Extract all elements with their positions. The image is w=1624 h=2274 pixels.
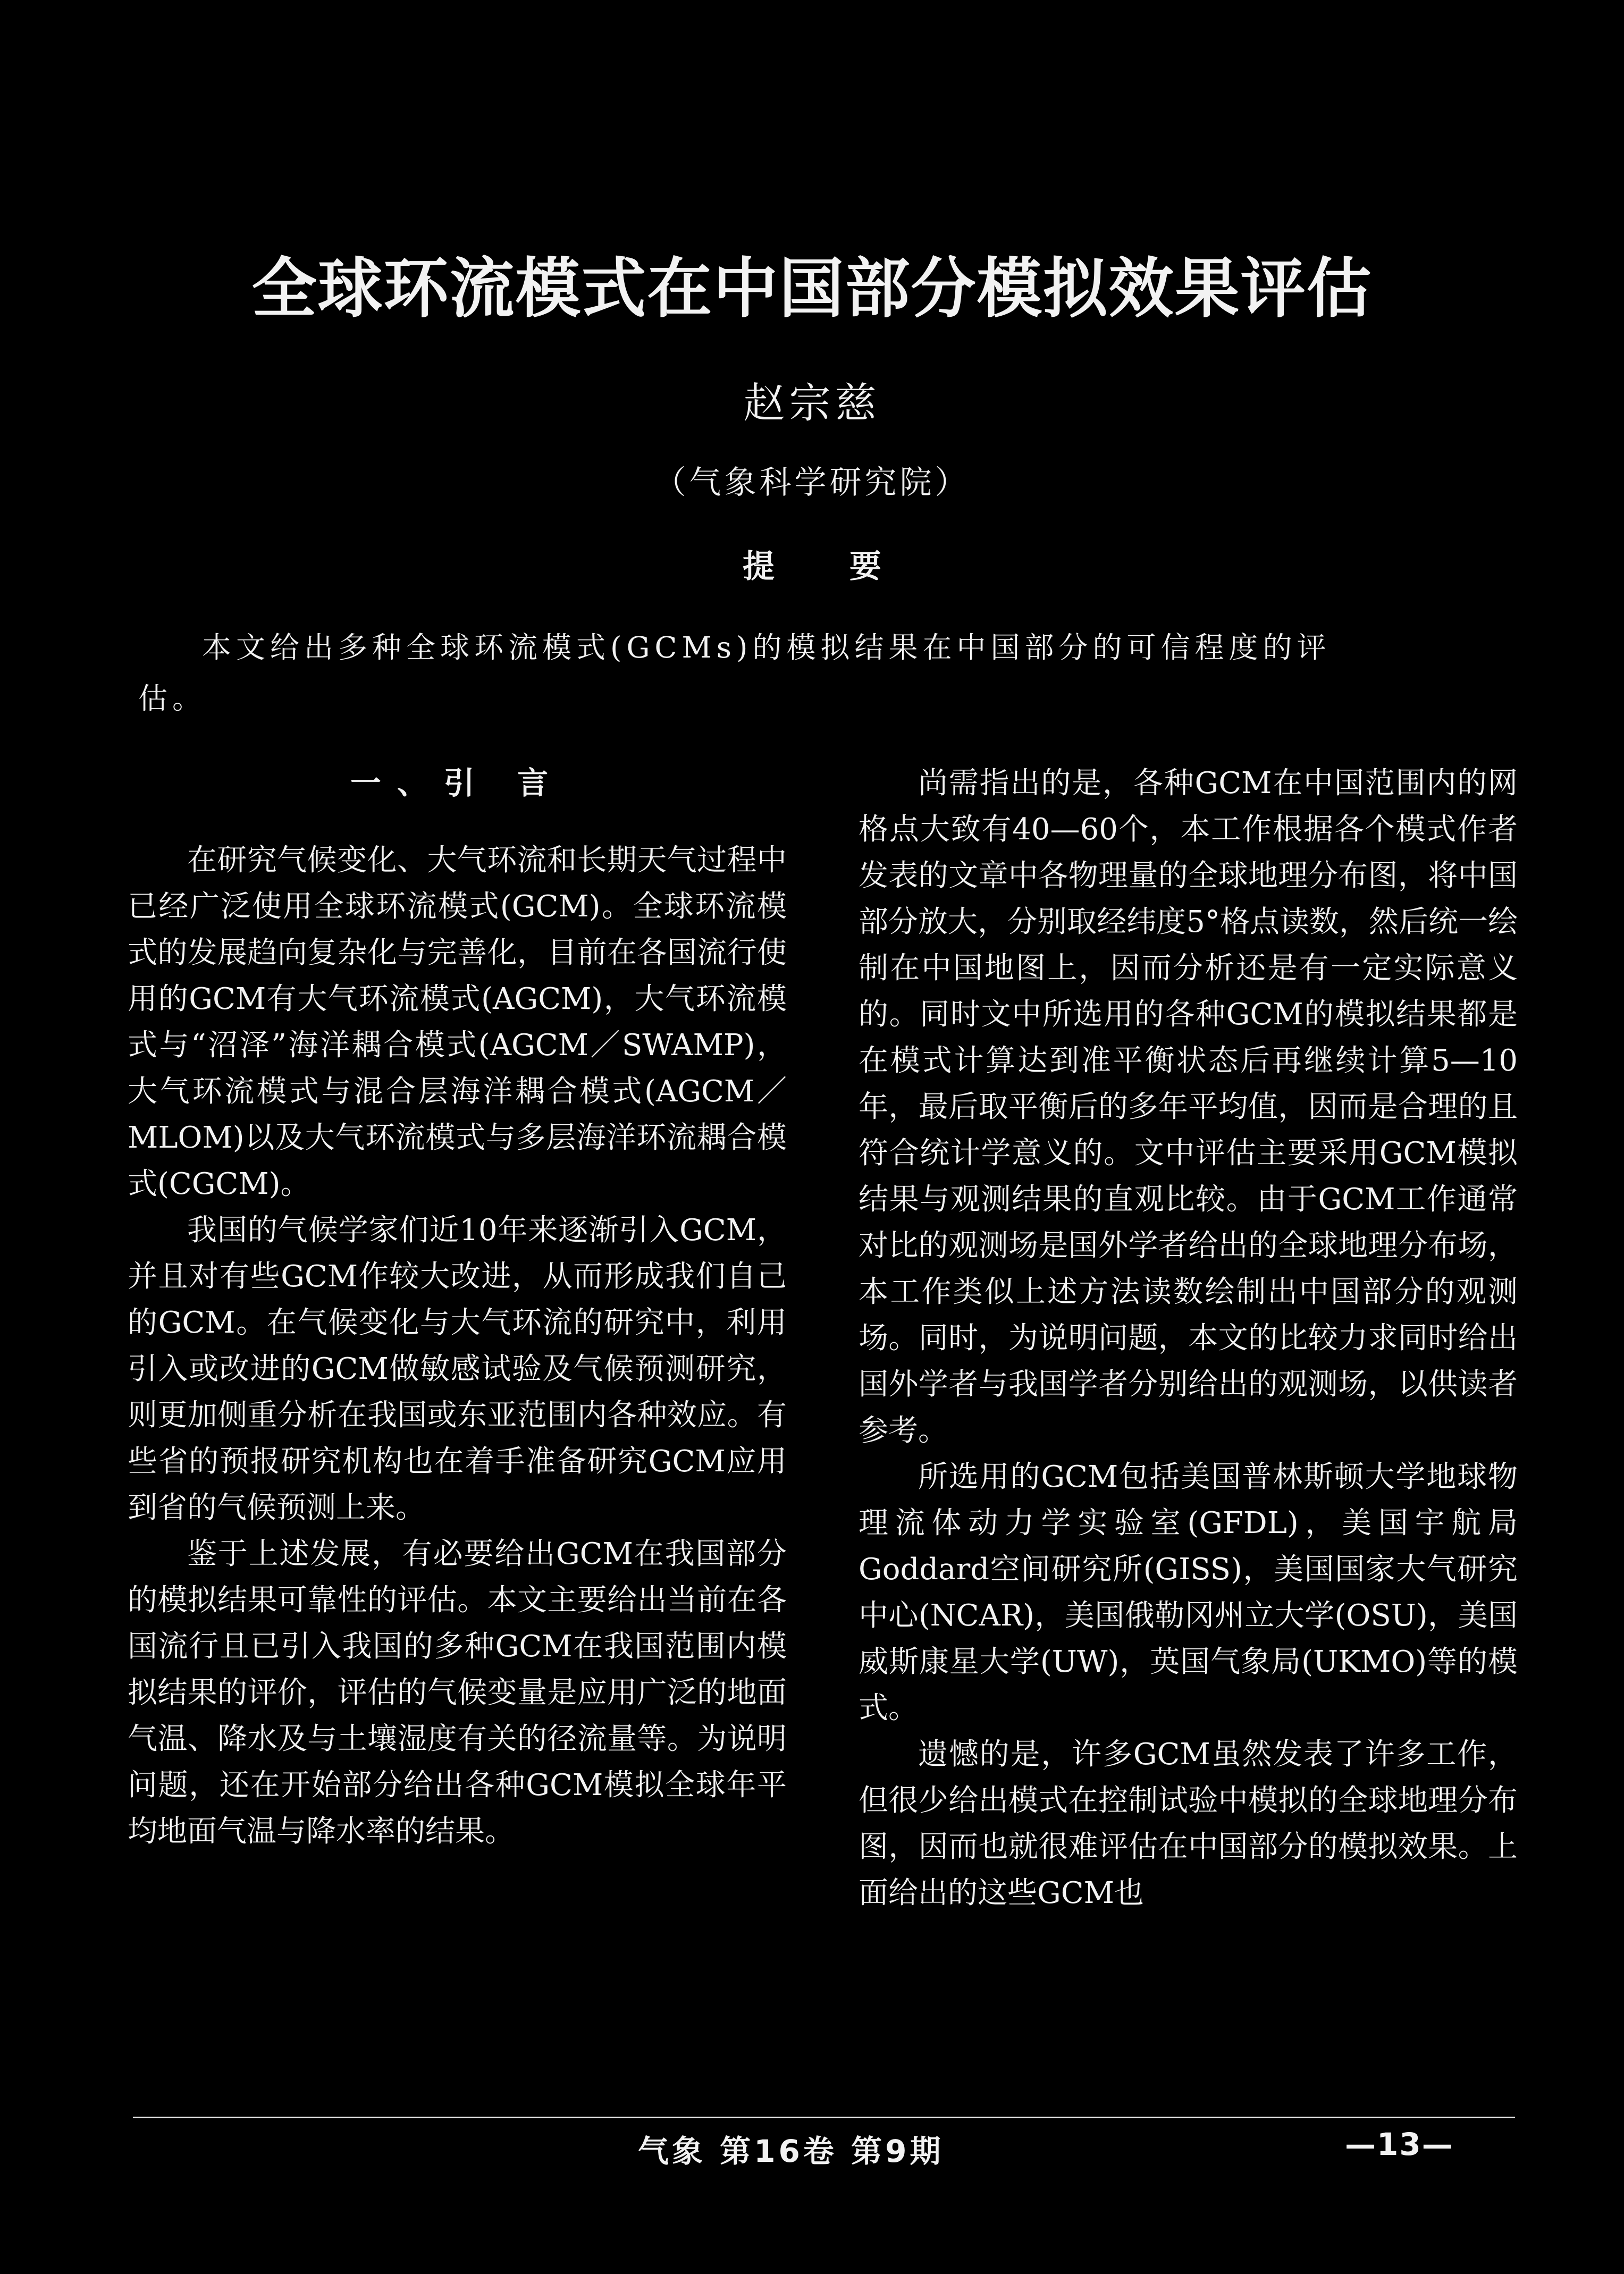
article-title: 全球环流模式在中国部分模拟效果评估 — [251, 251, 1373, 326]
right-column — [859, 760, 1518, 1916]
body-paragraph: 尚需指出的是，各种GCM在中国范围内的网格点大致有40—60个，本工作根据各个模式作者发表的文章中各物理量的全球地理分布图，将中国部分放大，分别取经纬度5°格点读数，然后统一绘制在中国地图上，因而分析还是有一定实际意义的。同时文中所选用的各种GCM的模拟结果都是在模式计算达到准平衡状态后再继续计算5—10年，最后取平衡后的多年平均值，因而是合理的且符合统计学意义的。文中评估主要采用GCM模拟结果与观测结果的直观比较。由于GCM工作通常对比的观测场是国外学者给出的全球地理分布场，本工作类似上述方法读数绘制出中国部分的观测场。同时，为说明问题，本文的比较力求同时给出国外学者与我国学者分别给出的观测场，以供读者参考。 — [859, 766, 1518, 1448]
body-paragraph: 遗憾的是，许多GCM虽然发表了许多工作，但很少给出模式在控制试验中模拟的全球地理分布图，因而也就很难评估在中国部分的模拟效果。上面给出的这些GCM也 — [859, 1737, 1518, 1910]
body-paragraph: 我国的气候学家们近10年来逐渐引入GCM，并且对有些GCM作较大改进，从而形成我们自己的GCM。在气候变化与大气环流的研究中，利用引入或改进的GCM做敏感试验及气候预测研究，则更加侧重分析在我国或东亚范围内各种效应。有些省的预报研究机构也在着手准备研究GCM应用到省的气候预测上来。 — [128, 1213, 787, 1525]
abstract-heading: 提 要 — [743, 548, 913, 585]
footer-journal-info: 气象 第16卷 第9期 — [638, 2133, 944, 2169]
page-number: —13— — [1345, 2126, 1454, 2162]
body-paragraph: 在研究气候变化、大气环流和长期天气过程中已经广泛使用全球环流模式(GCM)。全球环流模式的发展趋向复杂化与完善化，目前在各国流行使用的GCM有大气环流模式(AGCM)，大气环流模式与“沼泽”海洋耦合模式(AGCM／SWAMP)，大气环流模式与混合层海洋耦合模式(AGCM／MLOM)以及大气环流模式与多层海洋环流耦合模式(CGCM)。 — [128, 843, 787, 1201]
footer-divider — [133, 2117, 1515, 2118]
section-heading-introduction: 一、引 言 — [350, 765, 565, 801]
author-name: 赵宗慈 — [743, 380, 881, 427]
body-paragraph: 鉴于上述发展，有必要给出GCM在我国部分的模拟结果可靠性的评估。本文主要给出当前在各国流行且已引入我国的多种GCM在我国范围内模拟结果的评价，评估的气候变量是应用广泛的地面气温、降水及与土壤湿度有关的径流量等。为说明问题，还在开始部分给出各种GCM模拟全球年平均地面气温与降水率的结果。 — [128, 1537, 787, 1849]
author-affiliation: （气象科学研究院） — [654, 464, 970, 501]
abstract-text: 本文给出多种全球环流模式(GCMs)的模拟结果在中国部分的可信程度的评估。 — [138, 630, 1331, 715]
body-paragraph: 所选用的GCM包括美国普林斯顿大学地球物理流体动力学实验室(GFDL)，美国宇航局Goddard空间研究所(GISS)，美国国家大气研究中心(NCAR)，美国俄勒冈州立大学(OSU)，美国威斯康星大学(UW)，英国气象局(UKMO)等的模式。 — [859, 1460, 1518, 1725]
left-column — [128, 760, 787, 1855]
